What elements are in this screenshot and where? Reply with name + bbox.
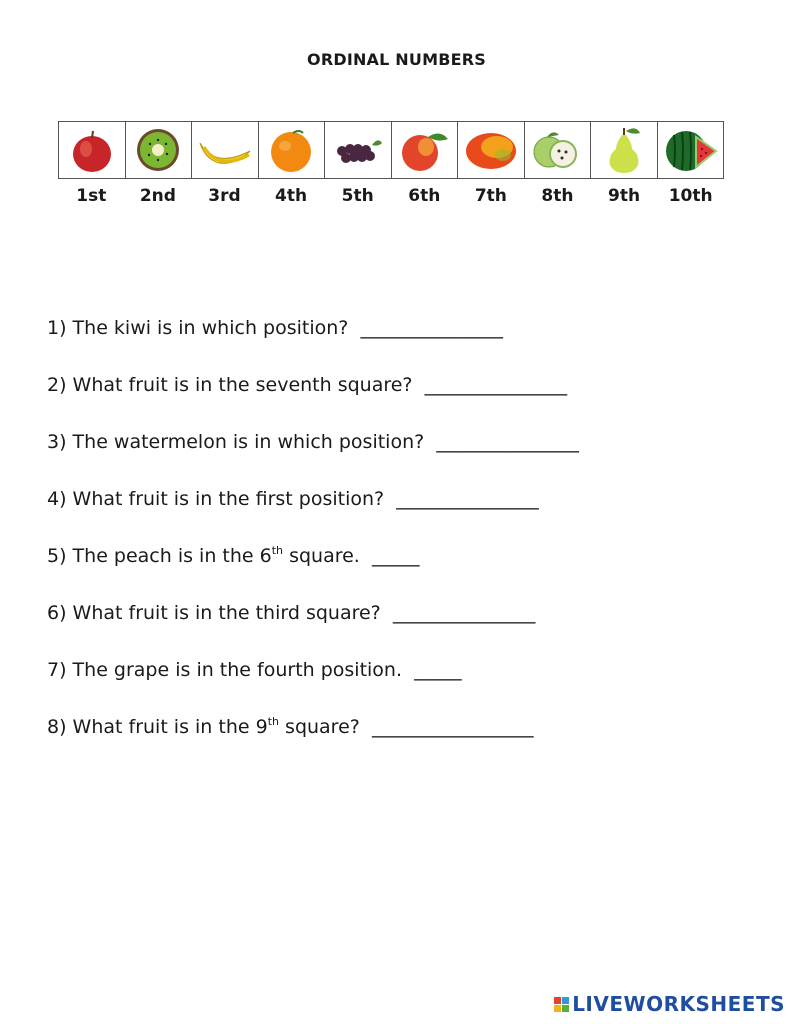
ordinal-label: 4th	[275, 186, 308, 206]
pear-icon	[596, 125, 652, 175]
apple-icon	[64, 125, 120, 175]
fruit-cell-1	[59, 122, 126, 178]
question-text-pre: 8) What fruit is in the 9	[47, 716, 268, 738]
question-text: 3) The watermelon is in which position?	[47, 431, 425, 453]
question-text: 2) What fruit is in the seventh square?	[47, 374, 413, 396]
orange-icon	[263, 125, 319, 175]
answer-blank[interactable]: _______________	[392, 602, 536, 624]
kiwi-icon	[130, 125, 186, 175]
question-5	[47, 545, 747, 602]
custard-apple-icon	[529, 125, 585, 175]
ordinal-label: 5th	[341, 186, 374, 206]
question-text: 1) The kiwi is in which position?	[47, 317, 349, 339]
ordinal-suffix: th	[267, 715, 279, 728]
peach-icon	[396, 125, 452, 175]
fruit-cell-7	[458, 122, 525, 178]
fruit-cell-4	[259, 122, 326, 178]
grapes-icon	[330, 125, 386, 175]
fruit-cell-8	[525, 122, 592, 178]
question-7	[47, 659, 747, 716]
fruit-cell-9	[591, 122, 658, 178]
question-text: 4) What fruit is in the first position?	[47, 488, 385, 510]
question-1	[47, 317, 747, 374]
question-text-post: square?	[279, 716, 360, 738]
logo-icon	[554, 997, 569, 1012]
question-4	[47, 488, 747, 545]
ordinal-label: 1st	[76, 186, 107, 206]
ordinal-label: 8th	[541, 186, 574, 206]
ordinal-label: 2nd	[139, 186, 176, 206]
question-6	[47, 602, 747, 659]
question-8	[47, 716, 747, 773]
fruit-cell-6	[392, 122, 459, 178]
banana-icon	[197, 125, 253, 175]
fruit-cell-3	[192, 122, 259, 178]
question-text: 7) The grape is in the fourth position.	[47, 659, 403, 681]
fruit-strip	[58, 121, 724, 179]
fruit-cell-10	[658, 122, 724, 178]
ordinal-label: 7th	[474, 186, 507, 206]
answer-blank[interactable]: _______________	[436, 431, 579, 453]
answer-blank[interactable]: _____	[414, 659, 462, 681]
question-text-post: square.	[283, 545, 360, 567]
question-text: 6) What fruit is in the third square?	[47, 602, 381, 624]
answer-blank[interactable]: _________________	[371, 716, 534, 738]
fruit-cell-2	[126, 122, 193, 178]
answer-blank[interactable]: _______________	[360, 317, 503, 339]
ordinal-label: 6th	[408, 186, 441, 206]
liveworksheets-logo	[554, 992, 785, 1016]
ordinal-label: 9th	[608, 186, 641, 206]
answer-blank[interactable]: _____	[371, 545, 420, 567]
ordinal-suffix: th	[271, 544, 284, 557]
answer-blank[interactable]: _______________	[396, 488, 539, 510]
ordinal-labels	[58, 186, 724, 206]
ordinal-label: 10th	[668, 186, 713, 206]
mango-icon	[463, 125, 519, 175]
question-text-pre: 5) The peach is in the 6	[47, 545, 272, 567]
answer-blank[interactable]: _______________	[424, 374, 568, 396]
fruit-cell-5	[325, 122, 392, 178]
page-title: ORDINAL NUMBERS	[307, 50, 486, 69]
watermelon-icon	[662, 125, 718, 175]
question-3	[47, 431, 747, 488]
ordinal-label: 3rd	[208, 186, 241, 206]
question-2	[47, 374, 747, 431]
question-list	[47, 317, 747, 773]
brand-name: LIVEWORKSHEETS	[572, 992, 785, 1016]
